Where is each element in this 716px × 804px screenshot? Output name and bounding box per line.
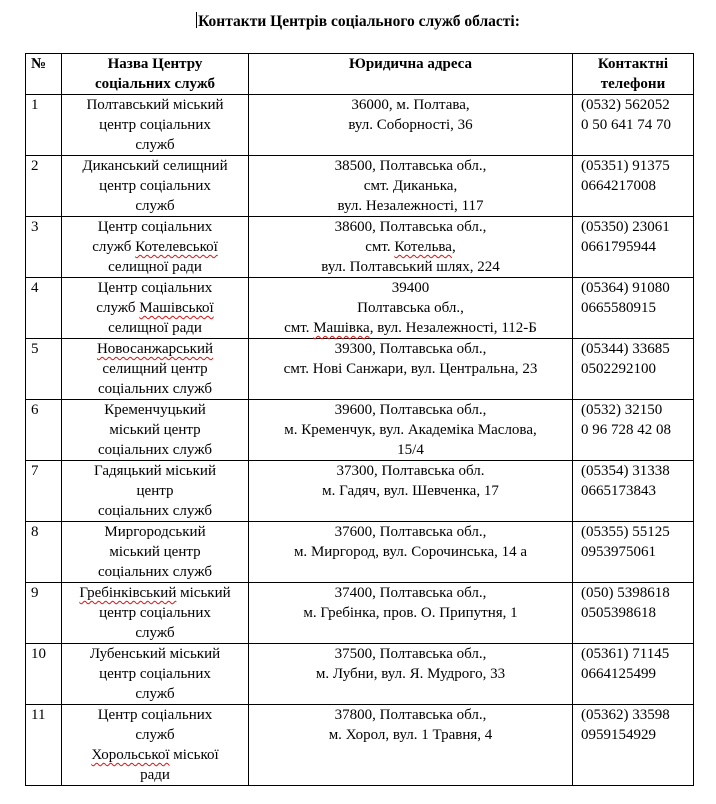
row-number: 10 — [26, 644, 62, 705]
contact-phones-line: (050) 5398618 — [581, 585, 670, 601]
legal-address-line: смт. Диканька, — [363, 178, 458, 194]
table-row — [26, 278, 694, 339]
contact-phones-line: 0665580915 — [581, 300, 656, 316]
table-row — [26, 461, 694, 522]
row-number: 11 — [26, 705, 62, 786]
document-title-text: Контакти Центрів соціального служб області: — [198, 13, 520, 30]
contact-phones-line: (05364) 91080 — [581, 280, 670, 296]
center-name-line: служб — [135, 625, 175, 641]
row-number: 8 — [26, 522, 62, 583]
center-name-line: Гадяцький міський — [94, 463, 216, 479]
table-row — [26, 95, 694, 156]
center-name-line: центр соціальних — [99, 666, 211, 682]
center-name-line: служб — [135, 137, 175, 153]
contact-phones-line: (05362) 33598 — [581, 707, 670, 723]
legal-address-line: м. Гребінка, пров. О. Припутня, 1 — [303, 605, 518, 621]
legal-address-line: смт. Котельва, — [365, 239, 456, 255]
center-name — [62, 217, 249, 278]
contact-phones-line: (05355) 55125 — [581, 524, 670, 540]
center-name — [62, 461, 249, 522]
legal-address — [249, 95, 573, 156]
contact-phones-line: (05361) 71145 — [581, 646, 670, 662]
row-number: 6 — [26, 400, 62, 461]
text-cursor — [196, 12, 197, 28]
contact-phones-line: 0664125499 — [581, 666, 656, 682]
center-name-line: центр соціальних — [99, 605, 211, 621]
center-name-line: селищної ради — [108, 320, 202, 336]
center-name-line: Лубенський міський — [89, 646, 221, 662]
center-name-line: селищної ради — [108, 259, 202, 275]
row-number: 9 — [26, 583, 62, 644]
document-title — [0, 12, 716, 32]
legal-address-line: 36000, м. Полтава, — [351, 97, 470, 113]
legal-address — [249, 583, 573, 644]
contact-phones — [573, 705, 694, 786]
contact-phones-line: (0532) 562052 — [581, 97, 670, 113]
center-name-line: Центр соціальних — [97, 219, 213, 235]
legal-address-line: 37800, Полтавська обл., — [334, 707, 487, 723]
legal-address-line: 39300, Полтавська обл., — [334, 341, 487, 357]
contact-phones — [573, 217, 694, 278]
legal-address-line: м. Миргород, вул. Сорочинська, 14 а — [293, 544, 528, 560]
contact-phones-line: (05351) 91375 — [581, 158, 670, 174]
legal-address — [249, 156, 573, 217]
legal-address — [249, 522, 573, 583]
table-row — [26, 339, 694, 400]
header-phones-line1: Контактні — [597, 56, 669, 72]
center-name — [62, 583, 249, 644]
table-row — [26, 217, 694, 278]
contact-phones-line: 0505398618 — [581, 605, 656, 621]
legal-address — [249, 400, 573, 461]
center-name-line: служб Машівської — [96, 300, 214, 316]
legal-address-line: 39400 — [391, 280, 430, 296]
legal-address — [249, 705, 573, 786]
legal-address-line: 37400, Полтавська обл., — [334, 585, 487, 601]
center-name — [62, 400, 249, 461]
legal-address-line: вул. Полтавський шлях, 224 — [321, 259, 500, 275]
contact-phones-line: 0 50 641 74 70 — [581, 117, 671, 133]
row-number: 7 — [26, 461, 62, 522]
contact-phones — [573, 95, 694, 156]
center-name-line: соціальних служб — [97, 503, 213, 519]
legal-address-line: м. Гадяч, вул. Шевченка, 17 — [322, 483, 499, 499]
header-name — [62, 54, 249, 95]
legal-address-line: 39600, Полтавська обл., — [334, 402, 487, 418]
center-name-line: ради — [140, 767, 170, 783]
center-name-line: Новосанжарський — [96, 341, 214, 357]
center-name-line: соціальних служб — [97, 442, 213, 458]
table-row — [26, 400, 694, 461]
contact-phones-line: (05344) 33685 — [581, 341, 670, 357]
contact-phones-line: (05350) 23061 — [581, 219, 670, 235]
header-name-line1: Назва Центру — [107, 56, 203, 72]
header-name-line2: соціальних служб — [94, 76, 216, 92]
center-name-line: центр — [136, 483, 174, 499]
center-name-line: служб Котелевської — [92, 239, 218, 255]
contact-phones-line: (05354) 31338 — [581, 463, 670, 479]
contact-phones — [573, 400, 694, 461]
legal-address-line: смт. Машівка, вул. Незалежності, 112-Б — [284, 320, 537, 336]
contacts-table — [25, 53, 694, 786]
center-name-line: Миргородський — [104, 524, 206, 540]
center-name — [62, 278, 249, 339]
center-name-line: міський центр — [109, 422, 201, 438]
legal-address — [249, 278, 573, 339]
contact-phones-line: 0502292100 — [581, 361, 656, 377]
legal-address-line: вул. Незалежності, 117 — [337, 198, 484, 214]
header-address: Юридична адреса — [249, 54, 573, 95]
legal-address-line: м. Кременчук, вул. Академіка Маслова, — [284, 422, 537, 438]
legal-address-line: 38500, Полтавська обл., — [334, 158, 487, 174]
legal-address — [249, 217, 573, 278]
table-row — [26, 705, 694, 786]
center-name-line: центр соціальних — [99, 117, 211, 133]
legal-address-line: Полтавська обл., — [357, 300, 464, 316]
center-name-line: центр соціальних — [99, 178, 211, 194]
contact-phones — [573, 583, 694, 644]
center-name-line: Гребінківський міський — [79, 585, 231, 601]
center-name-line: міський центр — [109, 544, 201, 560]
legal-address — [249, 461, 573, 522]
center-name-line: Центр соціальних — [97, 707, 213, 723]
center-name-line: служб — [135, 686, 175, 702]
legal-address-line: 37600, Полтавська обл., — [334, 524, 487, 540]
contact-phones-line: 0953975061 — [581, 544, 656, 560]
center-name-line: соціальних служб — [97, 564, 213, 580]
center-name-line: Диканський селищний — [82, 158, 228, 174]
legal-address-line: 37500, Полтавська обл., — [334, 646, 487, 662]
center-name — [62, 705, 249, 786]
legal-address — [249, 644, 573, 705]
contact-phones-line: 0959154929 — [581, 727, 656, 743]
contact-phones-line: (0532) 32150 — [581, 402, 663, 418]
row-number: 1 — [26, 95, 62, 156]
row-number: 4 — [26, 278, 62, 339]
table-row — [26, 156, 694, 217]
center-name-line: Центр соціальних — [97, 280, 213, 296]
contact-phones-line: 0664217008 — [581, 178, 656, 194]
table-header-row — [26, 54, 694, 95]
legal-address — [249, 339, 573, 400]
header-number: № — [26, 54, 62, 95]
legal-address-line: м. Хорол, вул. 1 Травня, 4 — [328, 727, 493, 743]
header-phones-line2: телефони — [600, 76, 666, 92]
contact-phones — [573, 644, 694, 705]
row-number: 3 — [26, 217, 62, 278]
center-name-line: селищний центр — [102, 361, 208, 377]
center-name-line: служб — [135, 727, 175, 743]
contact-phones-line: 0665173843 — [581, 483, 656, 499]
contact-phones — [573, 522, 694, 583]
center-name-line: соціальних служб — [97, 381, 213, 397]
table-body — [26, 95, 694, 786]
legal-address-line: 15/4 — [397, 442, 424, 458]
contact-phones — [573, 156, 694, 217]
legal-address-line: 37300, Полтавська обл. — [336, 463, 485, 479]
center-name-line: Кременчуцький — [104, 402, 206, 418]
table-row — [26, 644, 694, 705]
center-name — [62, 522, 249, 583]
row-number: 2 — [26, 156, 62, 217]
center-name — [62, 339, 249, 400]
row-number: 5 — [26, 339, 62, 400]
legal-address-line: смт. Нові Санжари, вул. Центральна, 23 — [283, 361, 538, 377]
legal-address-line: вул. Соборності, 36 — [348, 117, 473, 133]
contact-phones — [573, 278, 694, 339]
legal-address-line: м. Лубни, вул. Я. Мудрого, 33 — [315, 666, 506, 682]
contact-phones-line: 0 96 728 42 08 — [581, 422, 671, 438]
center-name — [62, 156, 249, 217]
table-row — [26, 522, 694, 583]
contact-phones-line: 0661795944 — [581, 239, 656, 255]
center-name-line: служб — [135, 198, 175, 214]
center-name-line: Полтавський міський — [86, 97, 224, 113]
legal-address-line: 38600, Полтавська обл., — [334, 219, 487, 235]
contact-phones — [573, 339, 694, 400]
contact-phones — [573, 461, 694, 522]
center-name — [62, 644, 249, 705]
header-phones — [573, 54, 694, 95]
center-name — [62, 95, 249, 156]
table-row — [26, 583, 694, 644]
center-name-line: Хорольської міської — [91, 747, 219, 763]
